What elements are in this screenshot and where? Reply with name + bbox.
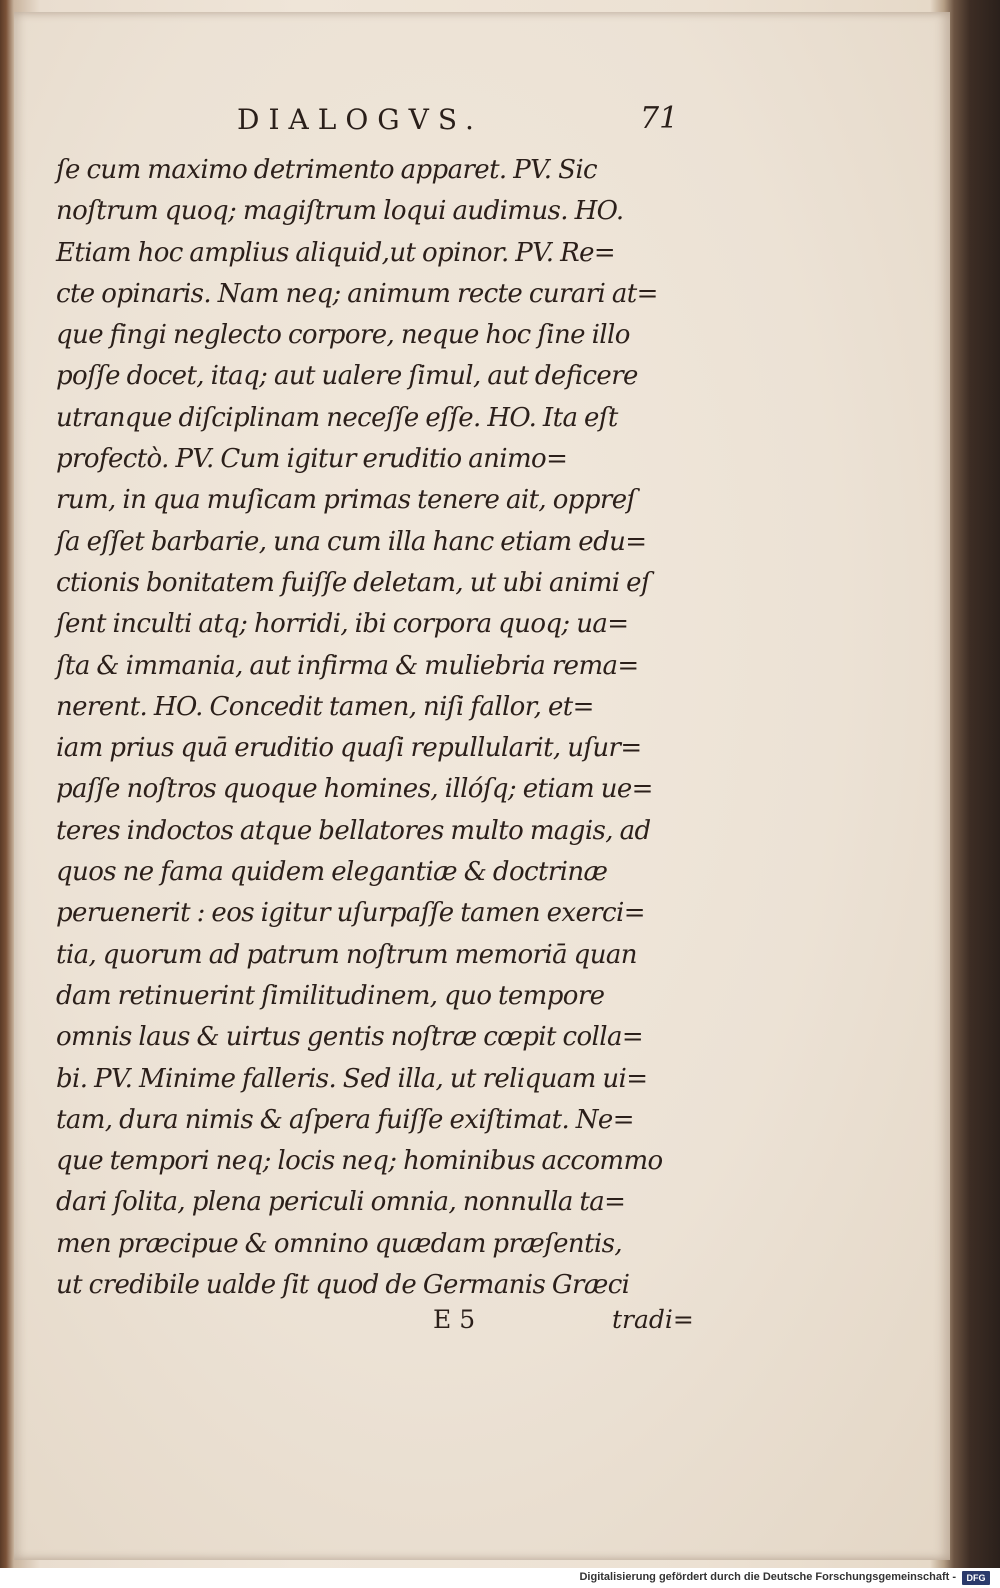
text-line: iam prius quā eruditio quaſi repullularit, uſur=	[56, 733, 642, 764]
text-line: cte opinaris. Nam neq; animum recte curari at=	[56, 278, 658, 309]
text-line: ut credibile ualde ſit quod de Germanis Græci	[56, 1270, 630, 1301]
text-line: utranque diſciplinam neceſſe eſſe. HO. Ita eſt	[56, 402, 618, 433]
text-line: rum, in qua muſicam primas tenere ait, oppreſ	[56, 485, 636, 516]
signature-mark: E 5	[433, 1305, 476, 1334]
text-line: que tempori neq; locis neq; hominibus accommo	[56, 1146, 663, 1177]
page-header	[0, 103, 1000, 143]
text-line: tam, dura nimis & aſpera fuiſſe exiſtimat. Ne=	[56, 1104, 634, 1135]
text-line: que fingi neglecto corpore, neque hoc ſine illo	[56, 320, 630, 351]
text-line: peruenerit : eos igitur uſurpaſſe tamen exerci=	[56, 898, 645, 929]
text-line: paſſe noſtros quoque homines, illóſq; etiam ue=	[56, 774, 653, 805]
text-line: ſta & immania, aut infirma & muliebria rema=	[56, 650, 639, 681]
body-text	[56, 150, 706, 1306]
text-line: omnis laus & uirtus gentis noſtræ cœpit colla=	[56, 1022, 644, 1053]
text-line: dari ſolita, plena periculi omnia, nonnulla ta=	[56, 1187, 626, 1218]
text-line: ctionis bonitatem fuiſſe deletam, ut ubi animi eſ	[56, 567, 650, 598]
page-footer	[0, 1305, 1000, 1345]
dfg-logo-icon: DFG	[962, 1571, 990, 1585]
page-number: 71	[640, 101, 679, 136]
funding-credit: Digitalisierung gefördert durch die Deutsche Forschungsgemeinschaft -	[579, 1571, 956, 1583]
text-line: quos ne fama quidem elegantiæ & doctrinæ	[56, 857, 608, 888]
catchword: tradi=	[612, 1305, 694, 1334]
text-line: Etiam hoc amplius aliquid,ut opinor. PV. Re=	[56, 237, 616, 268]
text-line: bi. PV. Minime falleris. Sed illa, ut reliquam ui=	[56, 1063, 648, 1094]
credit-bar	[0, 1568, 1000, 1588]
text-line: ſent inculti atq; horridi, ibi corpora quoq; ua=	[56, 609, 629, 640]
text-line: ſe cum maximo detrimento apparet. PV. Sic	[56, 155, 598, 185]
text-line: ſa eſſet barbarie, una cum illa hanc etiam edu=	[56, 526, 647, 557]
text-line: profectò. PV. Cum igitur eruditio animo=	[56, 444, 568, 475]
text-line: dam retinuerint ſimilitudinem, quo tempore	[56, 980, 605, 1011]
text-line: nerent. HO. Concedit tamen, niſi fallor, et=	[56, 691, 594, 722]
text-line: tia, quorum ad patrum noſtrum memoriā quan	[56, 939, 637, 970]
text-line: teres indoctos atque bellatores multo magis, ad	[56, 815, 651, 846]
running-title: DIALOGVS.	[237, 103, 483, 136]
text-line: noſtrum quoq; magiſtrum loqui audimus. HO.	[56, 196, 624, 227]
text-line: men præcipue & omnino quædam præſentis,	[56, 1228, 623, 1259]
text-line: poſſe docet, itaq; aut ualere ſimul, aut deficere	[56, 361, 638, 392]
